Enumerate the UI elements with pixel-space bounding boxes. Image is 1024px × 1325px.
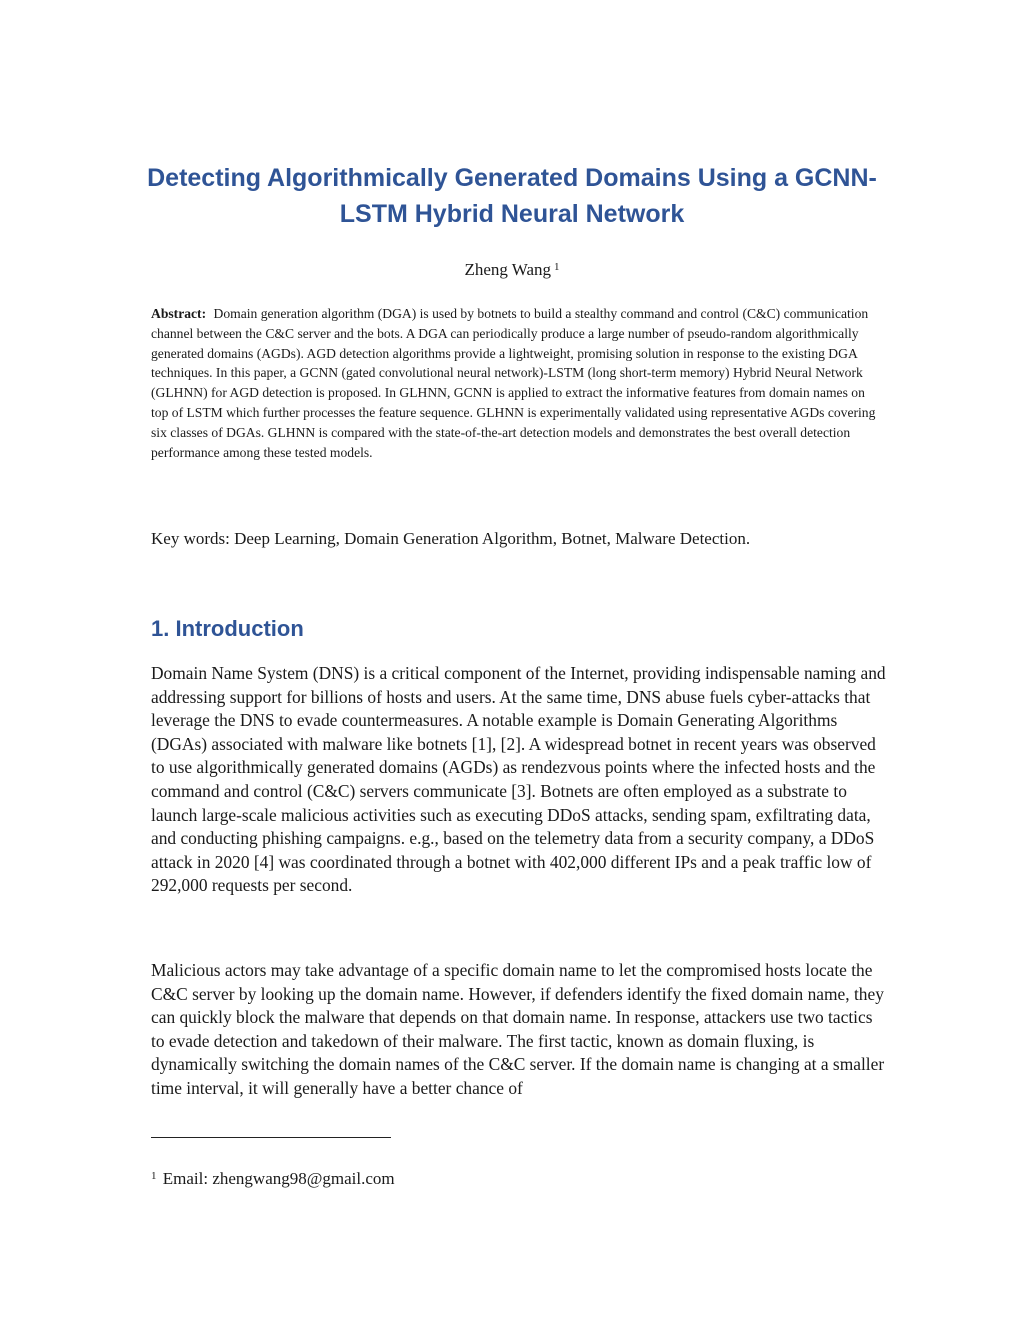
footnote-mark: 1	[151, 1170, 157, 1182]
intro-paragraph-2: Malicious actors may take advantage of a specific domain name to let the compromised hosts locate the C&C server by looking up the domain name. However, if defenders identify the fixed domain name, they can quickly block the malware that depends on that domain name. In response, attackers use two tactics to evade detection and takedown of their malware. The first tactic, known as domain fluxing, is dynamically switching the domain names of the C&C server. If the domain name is changing at a smaller time interval, it will generally have a better chance of	[151, 960, 885, 1098]
footnote-email: Email: zhengwang98@gmail.com	[162, 1169, 395, 1188]
footnote	[151, 1164, 395, 1191]
abstract-label: Abstract:	[151, 306, 207, 321]
keywords: Key words: Deep Learning, Domain Generation Algorithm, Botnet, Malware Detection.	[151, 529, 751, 548]
author-footnote-mark: 1	[554, 261, 560, 273]
intro-paragraph-1: Domain Name System (DNS) is a critical component of the Internet, providing indispensable naming and addressing support for billions of hosts and users. At the same time, DNS abuse fuels cyber-attacks that leverage the DNS to evade countermeasures. A notable example is Domain Generating Algorithms (DGAs) associated with malware like botnets [1], [2]. A widespread botnet in recent years was observed to use algorithmically generated domains (AGDs) as rendezvous points where the infected hosts and the command and control (C&C) servers communicate [3]. Botnets are often employed as a substrate to launch large-scale malicious activities such as executing DDoS attacks, sending spam, exfiltrating data, and conducting phishing campaigns. e.g., based on the telemetry data from a security company, a DDoS attack in 2020 [4] was coordinated through a botnet with 402,000 different IPs and a peak traffic low of 292,000 requests per second.	[151, 663, 886, 896]
abstract	[151, 304, 881, 462]
abstract-text: Domain generation algorithm (DGA) is used by botnets to build a stealthy command and control (C&C) communication channel between the C&C server and the bots. A DGA can periodically produce a large number of pseudo-random algorithmically generated domains (AGDs). AGD detection algorithms provide a lightweight, promising solution in response to the existing DGA techniques. In this paper, a GCNN (gated convolutional neural network)-LSTM (long short-term memory) Hybrid Neural Network (GLHNN) for AGD detection is proposed. In GLHNN, GCNN is applied to extract the informative features from domain names on top of LSTM which further processes the feature sequence. GLHNN is experimentally validated using representative AGDs covering six classes of DGAs. GLHNN is compared with the state-of-the-art detection models and demonstrates the best overall detection performance among these tested models.	[151, 306, 876, 460]
paper-title: Detecting Algorithmically Generated Domains Using a GCNN-LSTM Hybrid Neural Network	[147, 164, 877, 228]
footnote-separator	[151, 1137, 391, 1138]
section-heading-introduction: 1. Introduction	[151, 616, 304, 641]
author-name: Zheng Wang	[464, 260, 552, 279]
author-line	[0, 256, 1024, 281]
